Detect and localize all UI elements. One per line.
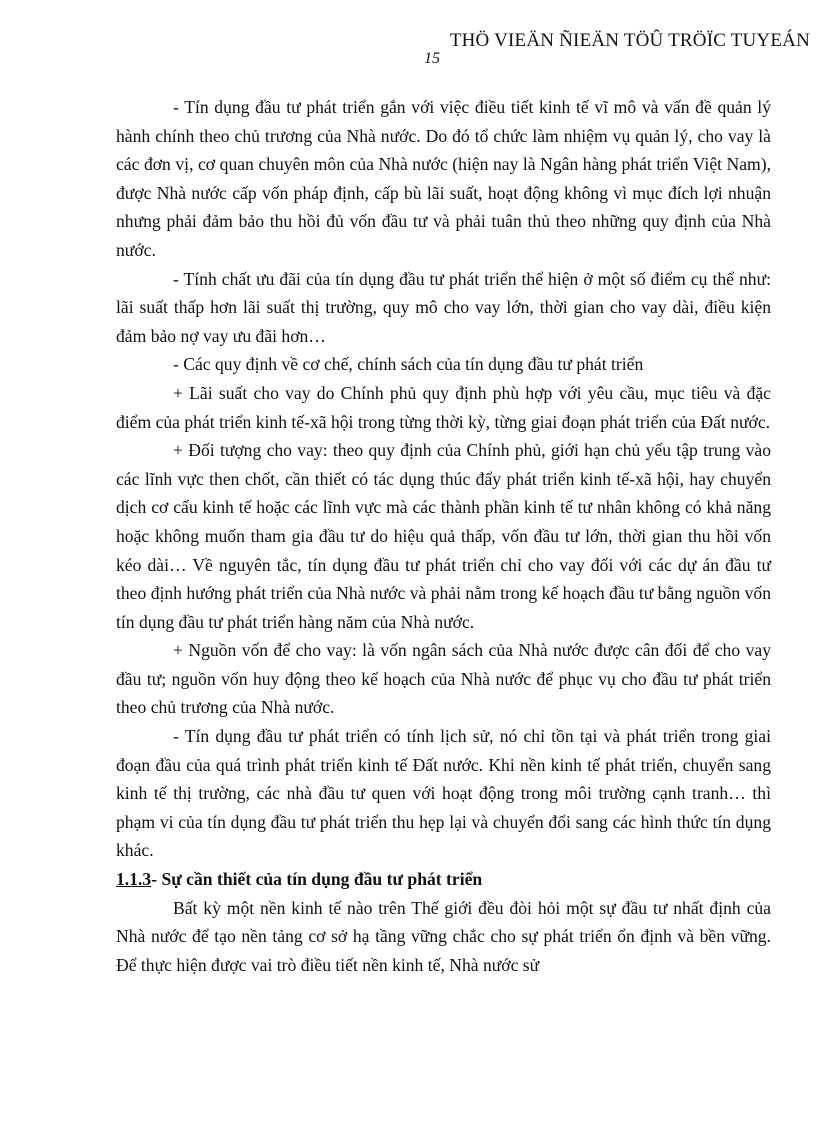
paragraph: + Nguồn vốn để cho vay: là vốn ngân sách của Nhà nước được cân đối để cho vay đầu tư; nguồn vốn huy động theo kế hoạch của Nhà nước để phục vụ cho đầu tư phát triển theo chủ trương của Nhà nước. xyxy=(116,640,771,718)
paragraph: - Các quy định về cơ chế, chính sách của tín dụng đầu tư phát triển xyxy=(173,354,644,375)
page-number: 15 xyxy=(424,50,440,67)
section-heading xyxy=(116,865,771,894)
paragraph: - Tín dụng đầu tư phát triển gắn với việc điều tiết kinh tế vĩ mô và vấn đề quản lý hành chính theo chủ trương của Nhà nước. Do đó tổ chức làm nhiệm vụ quản lý, cho vay là các đơn vị, cơ quan chuyên môn của Nhà nước (hiện nay là Ngân hàng phát triển Việt Nam), được Nhà nước cấp vốn pháp định, cấp bù lãi suất, hoạt động không vì mục đích lợi nhuận nhưng phải đảm bảo thu hồi đủ vốn đầu tư và phải tuân thủ theo những quy định của Nhà nước. xyxy=(116,97,771,260)
header-title: THÖ VIEÄN ÑIEÄN TÖÛ TRÖÏC TUYEÁN xyxy=(449,30,810,51)
paragraph: - Tín dụng đầu tư phát triển có tính lịch sử, nó chỉ tồn tại và phát triển trong giai đoạn đầu của quá trình phát triển kinh tế Đất nước. Khi nền kinh tế phát triển, chuyển sang kinh tế thị trường, các nhà đầu tư quen với hoạt động trong môi trường cạnh tranh… thì phạm vi của tín dụng đầu tư phát triển thu hẹp lại và chuyển đổi sang các hình thức tín dụng khác. xyxy=(116,726,771,861)
section-number: 1.1.3 xyxy=(116,869,152,890)
paragraph: Bất kỳ một nền kinh tế nào trên Thế giới đều đòi hỏi một sự đầu tư nhất định của Nhà nước để tạo nền tảng cơ sở hạ tầng vững chắc cho sự phát triển ổn định và bền vững. Để thực hiện được vai trò điều tiết nền kinh tế, Nhà nước sử xyxy=(116,897,771,975)
paragraph: - Tính chất ưu đãi của tín dụng đầu tư phát triển thể hiện ở một số điểm cụ thể như: lãi suất thấp hơn lãi suất thị trường, quy mô cho vay lớn, thời gian cho vay dài, điều kiện đảm bảo nợ vay ưu đãi hơn… xyxy=(116,268,771,346)
paragraph: + Lãi suất cho vay do Chính phủ quy định phù hợp với yêu cầu, mục tiêu và đặc điểm của phát triển kinh tế-xã hội trong từng thời kỳ, từng giai đoạn phát triển của Đất nước. xyxy=(116,382,771,432)
document-body xyxy=(116,93,771,979)
section-title: - Sự cần thiết của tín dụng đầu tư phát triển xyxy=(151,869,483,890)
paragraph: + Đối tượng cho vay: theo quy định của Chính phủ, giới hạn chủ yếu tập trung vào các lĩnh vực then chốt, cần thiết có tác dụng thúc đẩy phát triển kinh tế-xã hội, hay chuyển dịch cơ cấu kinh tế hoặc các lĩnh vực mà các thành phần kinh tế tư nhân không có khả năng hoặc không muốn tham gia đầu tư do hiệu quả thấp, vốn đầu tư lớn, thời gian thu hồi vốn kéo dài… Về nguyên tắc, tín dụng đầu tư phát triển chỉ cho vay đối với các dự án đầu tư theo định hướng phát triển của Nhà nước và phải nằm trong kế hoạch đầu tư bằng nguồn vốn tín dụng đầu tư phát triển hàng năm của Nhà nước. xyxy=(116,440,772,632)
